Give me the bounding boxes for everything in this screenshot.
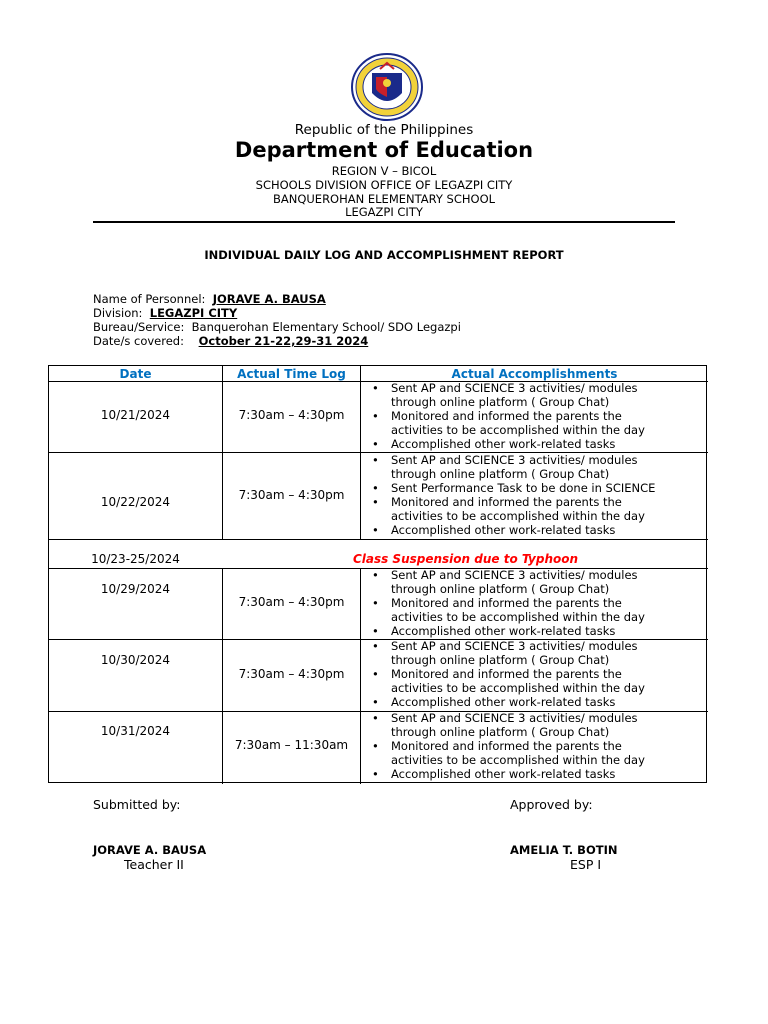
list-item: activities to be accomplished within the day [391,509,645,523]
row-divider [49,539,708,540]
list-item: • Monitored and informed the parents the [367,667,645,681]
list-item: • Monitored and informed the parents the [367,409,645,423]
list-item: activities to be accomplished within the day [391,753,645,767]
row-time: 7:30am – 11:30am [234,738,349,752]
row-date: 10/30/2024 [100,653,171,667]
deped-seal-icon [350,53,424,121]
approved-position: ESP I [570,857,602,872]
list-item: • Monitored and informed the parents the [367,596,645,610]
row-date: 10/22/2024 [100,495,171,509]
list-item: activities to be accomplished within the day [391,610,645,624]
list-item: • Accomplished other work-related tasks [367,695,645,709]
list-item: • Sent AP and SCIENCE 3 activities/ modules [367,639,645,653]
city-line: LEGAZPI CITY [345,205,423,219]
list-item: through online platform ( Group Chat) [391,395,610,409]
submitted-name: JORAVE A. BAUSA [93,843,207,857]
division-label: Division: [93,306,143,320]
header-accomplishments: Actual Accomplishments [451,367,618,381]
list-item: through online platform ( Group Chat) [391,725,610,739]
accomplishment-list [367,711,645,781]
list-item: • Sent AP and SCIENCE 3 activities/ modules [367,568,645,582]
list-item: through online platform ( Group Chat) [391,467,610,481]
list-item: • Accomplished other work-related tasks [367,523,655,537]
list-item: • Sent AP and SCIENCE 3 activities/ modules [367,381,645,395]
accomplishment-table [48,365,707,783]
header-time-log: Actual Time Log [237,367,346,381]
list-item: • Accomplished other work-related tasks [367,437,645,451]
list-item: through online platform ( Group Chat) [391,653,610,667]
list-item: through online platform ( Group Chat) [391,582,610,596]
republic-heading: Republic of the Philippines [294,122,474,138]
division-row [93,306,237,320]
list-item: • Monitored and informed the parents the [367,495,655,509]
accomplishment-list [367,568,645,638]
list-item: • Sent AP and SCIENCE 3 activities/ modules [367,711,645,725]
accomplishment-list [367,381,645,451]
submitted-by-label: Submitted by: [93,797,181,812]
list-item: • Accomplished other work-related tasks [367,624,645,638]
approved-name: AMELIA T. BOTIN [510,843,618,857]
list-item: • Sent Performance Task to be done in SCIENCE [367,481,655,495]
dates-label: Date/s covered: [93,334,184,348]
personnel-value: JORAVE A. BAUSA [212,292,326,306]
row-time: 7:30am – 4:30pm [238,408,345,422]
list-item: • Sent AP and SCIENCE 3 activities/ modules [367,453,655,467]
submitted-position: Teacher II [124,857,184,872]
row-date: 10/21/2024 [100,408,171,422]
report-title: INDIVIDUAL DAILY LOG AND ACCOMPLISHMENT REPORT [204,248,564,262]
department-title: Department of Education [234,138,534,162]
bureau-label: Bureau/Service: [93,320,185,334]
col-divider-2b [360,568,361,784]
list-item: • Accomplished other work-related tasks [367,767,645,781]
accomplishment-list [367,453,655,537]
personnel-label: Name of Personnel: [93,292,206,306]
suspension-note: Class Suspension due to Typhoon [352,552,579,566]
division-value: LEGAZPI CITY [149,306,238,320]
row-date: 10/29/2024 [100,582,171,596]
header-date: Date [119,367,152,381]
row-date: 10/23-25/2024 [91,552,180,566]
row-time: 7:30am – 4:30pm [238,667,345,681]
school-line: BANQUEROHAN ELEMENTARY SCHOOL [272,192,496,206]
approved-by-label: Approved by: [510,797,593,812]
personnel-row [93,292,326,306]
list-item: activities to be accomplished within the day [391,423,645,437]
dates-row [93,334,368,348]
row-date: 10/31/2024 [100,724,171,738]
row-time: 7:30am – 4:30pm [238,595,345,609]
bureau-value: Banquerohan Elementary School/ SDO Legazpi [191,320,461,334]
row-time: 7:30am – 4:30pm [238,488,345,502]
dates-value: October 21-22,29-31 2024 [198,334,369,348]
division-office-line: SCHOOLS DIVISION OFFICE OF LEGAZPI CITY [255,178,513,192]
list-item: • Monitored and informed the parents the [367,739,645,753]
bureau-row [93,320,461,334]
header-divider [93,221,675,223]
region-line: REGION V – BICOL [331,164,437,178]
accomplishment-list [367,639,645,709]
list-item: activities to be accomplished within the day [391,681,645,695]
